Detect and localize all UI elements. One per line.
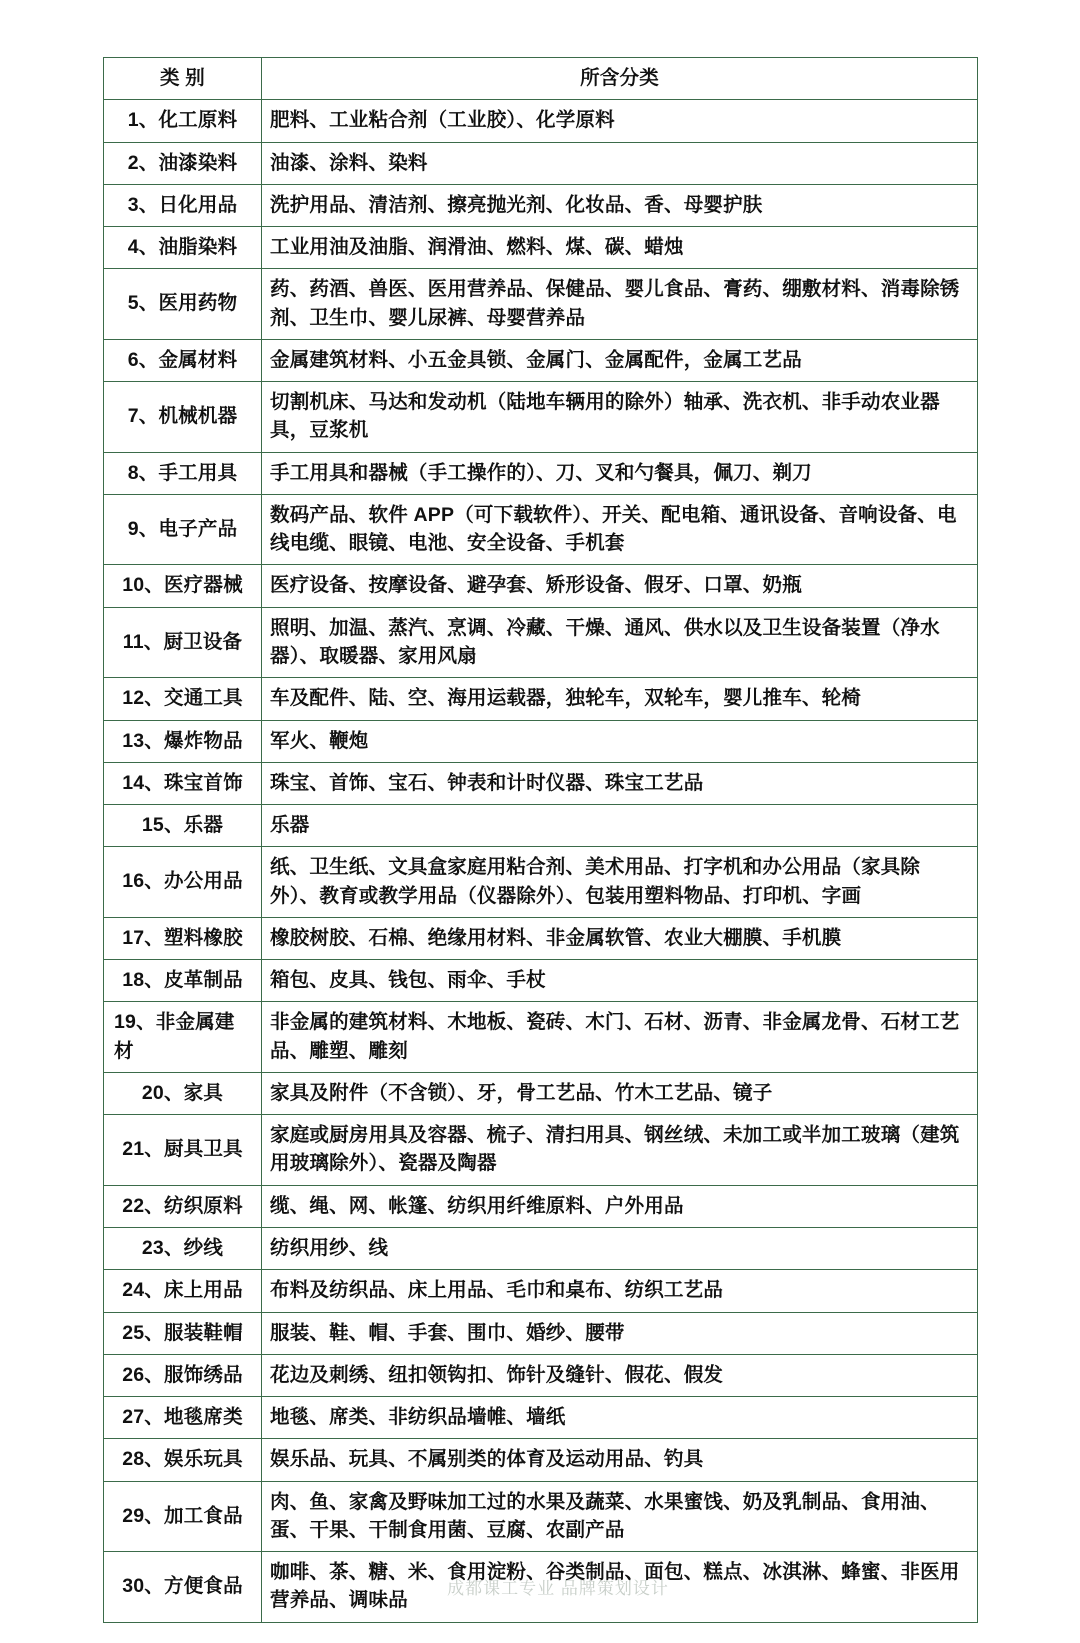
table-row <box>104 339 978 381</box>
cell-items: 地毯、席类、非纺织品墙帷、墙纸 <box>262 1397 978 1439</box>
cell-items: 娱乐品、玩具、不属别类的体育及运动用品、钓具 <box>262 1439 978 1481</box>
cell-category: 29、加工食品 <box>104 1481 262 1552</box>
cell-items: 洗护用品、清洁剂、擦亮抛光剂、化妆品、香、母婴护肤 <box>262 184 978 226</box>
cell-items: 家庭或厨房用具及容器、梳子、清扫用具、钢丝绒、未加工或半加工玻璃（建筑用玻璃除外）、瓷器及陶器 <box>262 1115 978 1186</box>
cell-items: 纸、卫生纸、文具盒家庭用粘合剂、美术用品、打字机和办公用品（家具除外）、教育或教学用品（仪器除外）、包装用塑料物品、打印机、字画 <box>262 847 978 918</box>
cell-category: 27、地毯席类 <box>104 1397 262 1439</box>
cell-category: 26、服饰绣品 <box>104 1354 262 1396</box>
cell-category: 2、油漆染料 <box>104 142 262 184</box>
watermark-text: 成都课工专业 品牌策划设计 <box>447 1578 669 1598</box>
table-header-row <box>104 58 978 100</box>
cell-items: 油漆、涂料、染料 <box>262 142 978 184</box>
table-row <box>104 184 978 226</box>
cell-items: 肥料、工业粘合剂（工业胶）、化学原料 <box>262 100 978 142</box>
table-row <box>104 565 978 607</box>
table-row <box>104 960 978 1002</box>
cell-category: 21、厨具卫具 <box>104 1115 262 1186</box>
table-row <box>104 1185 978 1227</box>
cell-items: 珠宝、首饰、宝石、钟表和计时仪器、珠宝工艺品 <box>262 762 978 804</box>
cell-category: 24、床上用品 <box>104 1270 262 1312</box>
cell-category: 1、化工原料 <box>104 100 262 142</box>
cell-items: 切割机床、马达和发动机（陆地车辆用的除外）轴承、洗衣机、非手动农业器具，豆浆机 <box>262 382 978 453</box>
cell-items: 服装、鞋、帽、手套、围巾、婚纱、腰带 <box>262 1312 978 1354</box>
cell-category: 19、非金属建材 <box>104 1002 262 1073</box>
cell-category: 18、皮革制品 <box>104 960 262 1002</box>
cell-items: 箱包、皮具、钱包、雨伞、手杖 <box>262 960 978 1002</box>
cell-items: 肉、鱼、家禽及野味加工过的水果及蔬菜、水果蜜饯、奶及乳制品、食用油、蛋、干果、干制食用菌、豆腐、农副产品 <box>262 1481 978 1552</box>
table-row <box>104 1002 978 1073</box>
table-row <box>104 452 978 494</box>
cell-category: 22、纺织原料 <box>104 1185 262 1227</box>
table-body <box>104 100 978 1622</box>
table-row <box>104 1270 978 1312</box>
column-header-items: 所含分类 <box>262 58 978 100</box>
trademark-category-table <box>103 57 978 1623</box>
table-row <box>104 847 978 918</box>
cell-items: 咖啡、茶、糖、米、食用淀粉、谷类制品、面包、糕点、冰淇淋、蜂蜜、非医用营养品、调味品 <box>262 1552 978 1623</box>
table-row <box>104 382 978 453</box>
table-row <box>104 494 978 565</box>
cell-items: 药、药酒、兽医、医用营养品、保健品、婴儿食品、膏药、绷敷材料、消毒除锈剂、卫生巾、婴儿尿裤、母婴营养品 <box>262 269 978 340</box>
cell-category: 6、金属材料 <box>104 339 262 381</box>
cell-items: 数码产品、软件 APP（可下载软件）、开关、配电箱、通讯设备、音响设备、电线电缆、眼镜、电池、安全设备、手机套 <box>262 494 978 565</box>
table-row <box>104 720 978 762</box>
cell-category: 20、家具 <box>104 1072 262 1114</box>
cell-category: 17、塑料橡胶 <box>104 917 262 959</box>
cell-category: 5、医用药物 <box>104 269 262 340</box>
table-row <box>104 1072 978 1114</box>
cell-items: 非金属的建筑材料、木地板、瓷砖、木门、石材、沥青、非金属龙骨、石材工艺品、雕塑、雕刻 <box>262 1002 978 1073</box>
cell-items: 缆、绳、网、帐篷、纺织用纤维原料、户外用品 <box>262 1185 978 1227</box>
cell-items: 金属建筑材料、小五金具锁、金属门、金属配件，金属工艺品 <box>262 339 978 381</box>
table-row <box>104 269 978 340</box>
cell-items: 车及配件、陆、空、海用运载器，独轮车，双轮车，婴儿推车、轮椅 <box>262 678 978 720</box>
table-row <box>104 607 978 678</box>
cell-items: 手工用具和器械（手工操作的）、刀、叉和勺餐具，佩刀、剃刀 <box>262 452 978 494</box>
cell-category: 13、爆炸物品 <box>104 720 262 762</box>
cell-category: 3、日化用品 <box>104 184 262 226</box>
table-row <box>104 805 978 847</box>
cell-category: 16、办公用品 <box>104 847 262 918</box>
cell-items: 布料及纺织品、床上用品、毛巾和桌布、纺织工艺品 <box>262 1270 978 1312</box>
cell-items: 医疗设备、按摩设备、避孕套、矫形设备、假牙、口罩、奶瓶 <box>262 565 978 607</box>
column-header-category: 类 别 <box>104 58 262 100</box>
cell-category: 28、娱乐玩具 <box>104 1439 262 1481</box>
table-row <box>104 1439 978 1481</box>
cell-category: 25、服装鞋帽 <box>104 1312 262 1354</box>
cell-items: 家具及附件（不含锁）、牙，骨工艺品、竹木工艺品、镜子 <box>262 1072 978 1114</box>
table-row <box>104 1354 978 1396</box>
table-row <box>104 678 978 720</box>
cell-items: 花边及刺绣、纽扣领钩扣、饰针及缝针、假花、假发 <box>262 1354 978 1396</box>
cell-items: 纺织用纱、线 <box>262 1227 978 1269</box>
cell-items: 照明、加温、蒸汽、烹调、冷藏、干燥、通风、供水以及卫生设备装置（净水器）、取暖器、家用风扇 <box>262 607 978 678</box>
table-row <box>104 142 978 184</box>
cell-category: 9、电子产品 <box>104 494 262 565</box>
table-row <box>104 762 978 804</box>
cell-category: 11、厨卫设备 <box>104 607 262 678</box>
table-row <box>104 1552 978 1623</box>
table-row <box>104 1481 978 1552</box>
cell-category: 15、乐器 <box>104 805 262 847</box>
cell-category: 7、机械机器 <box>104 382 262 453</box>
table-row <box>104 1397 978 1439</box>
table-row <box>104 917 978 959</box>
table-row <box>104 100 978 142</box>
table-row <box>104 1312 978 1354</box>
cell-items: 橡胶树胶、石棉、绝缘用材料、非金属软管、农业大棚膜、手机膜 <box>262 917 978 959</box>
cell-category: 12、交通工具 <box>104 678 262 720</box>
cell-category: 23、纱线 <box>104 1227 262 1269</box>
cell-items: 乐器 <box>262 805 978 847</box>
cell-category: 8、手工用具 <box>104 452 262 494</box>
cell-category: 30、方便食品 <box>104 1552 262 1623</box>
table-row <box>104 1115 978 1186</box>
cell-category: 10、医疗器械 <box>104 565 262 607</box>
cell-items: 军火、鞭炮 <box>262 720 978 762</box>
table-row <box>104 1227 978 1269</box>
cell-category: 4、油脂染料 <box>104 227 262 269</box>
cell-items: 工业用油及油脂、润滑油、燃料、煤、碳、蜡烛 <box>262 227 978 269</box>
cell-category: 14、珠宝首饰 <box>104 762 262 804</box>
table-row <box>104 227 978 269</box>
